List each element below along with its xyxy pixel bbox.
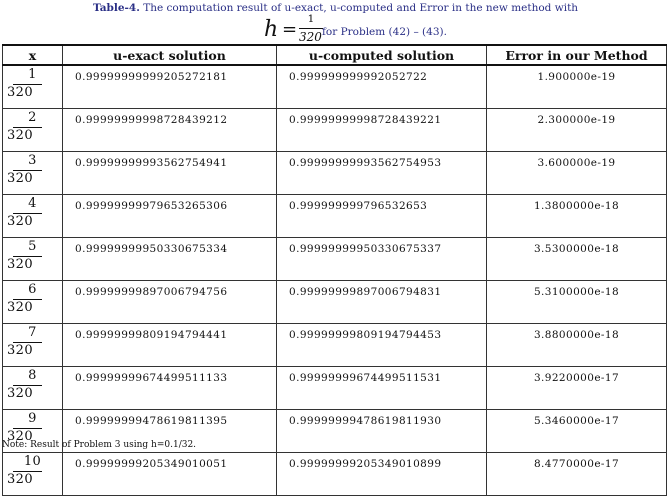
error-cell: 2.300000e-19 — [487, 109, 667, 152]
x-numerator: 1 — [28, 67, 37, 82]
table-note: Note: Result of Problem 3 using h=0.1/32. — [2, 440, 197, 450]
u-exact-cell: 0.99999999999205272181 — [63, 65, 277, 109]
u-computed-cell: 0.99999999674499511531 — [277, 367, 487, 410]
x-denominator: 320 — [7, 343, 34, 358]
x-denominator: 320 — [7, 300, 34, 315]
x-cell — [3, 238, 63, 281]
u-exact-cell: 0.99999999950330675334 — [63, 238, 277, 281]
formula-numerator: 1 — [307, 13, 315, 25]
x-numerator: 2 — [28, 110, 37, 125]
formula-equals: = — [282, 19, 298, 40]
table-row — [3, 152, 667, 195]
formula-variable: h — [264, 17, 279, 42]
x-cell — [3, 65, 63, 109]
u-computed-cell: 0.999999999992052722 — [277, 65, 487, 109]
table-row — [3, 238, 667, 281]
formula-denominator: 320 — [299, 30, 322, 44]
x-numerator: 5 — [28, 239, 37, 254]
x-cell — [3, 367, 63, 410]
u-computed-cell: 0.99999999950330675337 — [277, 238, 487, 281]
error-cell: 3.5300000e-18 — [487, 238, 667, 281]
x-denominator: 320 — [7, 257, 34, 272]
table-label: Table-4. — [92, 2, 140, 14]
header-u-computed: u-computed solution — [277, 45, 487, 65]
x-cell — [3, 109, 63, 152]
u-exact-cell: 0.99999999979653265306 — [63, 195, 277, 238]
u-exact-cell: 0.99999999993562754941 — [63, 152, 277, 195]
x-numerator: 6 — [28, 282, 37, 297]
table-row — [3, 281, 667, 324]
u-computed-cell: 0.99999999205349010899 — [277, 453, 487, 496]
formula-problem-ref: for Problem (42) – (43). — [322, 26, 447, 38]
table-row — [3, 195, 667, 238]
table-row — [3, 65, 667, 109]
u-computed-cell: 0.99999999809194794453 — [277, 324, 487, 367]
error-cell: 5.3100000e-18 — [487, 281, 667, 324]
x-numerator: 7 — [28, 325, 37, 340]
table-row — [3, 109, 667, 152]
error-cell: 3.8800000e-18 — [487, 324, 667, 367]
error-cell: 1.900000e-19 — [487, 65, 667, 109]
x-cell — [3, 152, 63, 195]
x-denominator: 320 — [7, 214, 34, 229]
u-exact-cell: 0.99999999809194794441 — [63, 324, 277, 367]
x-denominator: 320 — [7, 85, 34, 100]
formula-fraction-bar — [299, 28, 323, 29]
header-x: x — [3, 45, 63, 65]
u-computed-cell: 0.99999999478619811930 — [277, 410, 487, 453]
x-numerator: 4 — [28, 196, 37, 211]
error-cell: 8.4770000e-17 — [487, 453, 667, 496]
u-exact-cell: 0.99999999897006794756 — [63, 281, 277, 324]
results-table — [2, 44, 667, 496]
table-row — [3, 367, 667, 410]
x-cell — [3, 281, 63, 324]
x-denominator: 320 — [7, 472, 34, 487]
u-computed-cell: 0.99999999998728439221 — [277, 109, 487, 152]
x-denominator: 320 — [7, 386, 34, 401]
x-cell — [3, 195, 63, 238]
error-cell: 1.3800000e-18 — [487, 195, 667, 238]
x-denominator: 320 — [7, 171, 34, 186]
u-exact-cell: 0.99999999478619811395 — [63, 410, 277, 453]
u-computed-cell: 0.999999999796532653 — [277, 195, 487, 238]
header-u-exact: u-exact solution — [63, 45, 277, 65]
error-cell: 3.600000e-19 — [487, 152, 667, 195]
x-numerator: 9 — [28, 411, 37, 426]
x-cell — [3, 453, 63, 496]
u-computed-cell: 0.99999999897006794831 — [277, 281, 487, 324]
x-numerator: 10 — [23, 454, 42, 469]
u-exact-cell: 0.99999999205349010051 — [63, 453, 277, 496]
x-numerator: 8 — [28, 368, 37, 383]
step-size-formula — [0, 13, 671, 45]
u-exact-cell: 0.99999999998728439212 — [63, 109, 277, 152]
x-denominator: 320 — [7, 128, 34, 143]
caption-text: The computation result of u-exact, u-computed and Error in the new method with — [139, 2, 579, 14]
x-denominator: 320 — [7, 429, 34, 444]
error-cell: 5.3460000e-17 — [487, 410, 667, 453]
table-header-row — [3, 45, 667, 65]
table-row — [3, 453, 667, 496]
u-computed-cell: 0.99999999993562754953 — [277, 152, 487, 195]
u-exact-cell: 0.99999999674499511133 — [63, 367, 277, 410]
error-cell: 3.9220000e-17 — [487, 367, 667, 410]
x-numerator: 3 — [28, 153, 37, 168]
table-row — [3, 324, 667, 367]
x-cell — [3, 324, 63, 367]
header-error: Error in our Method — [487, 45, 667, 65]
